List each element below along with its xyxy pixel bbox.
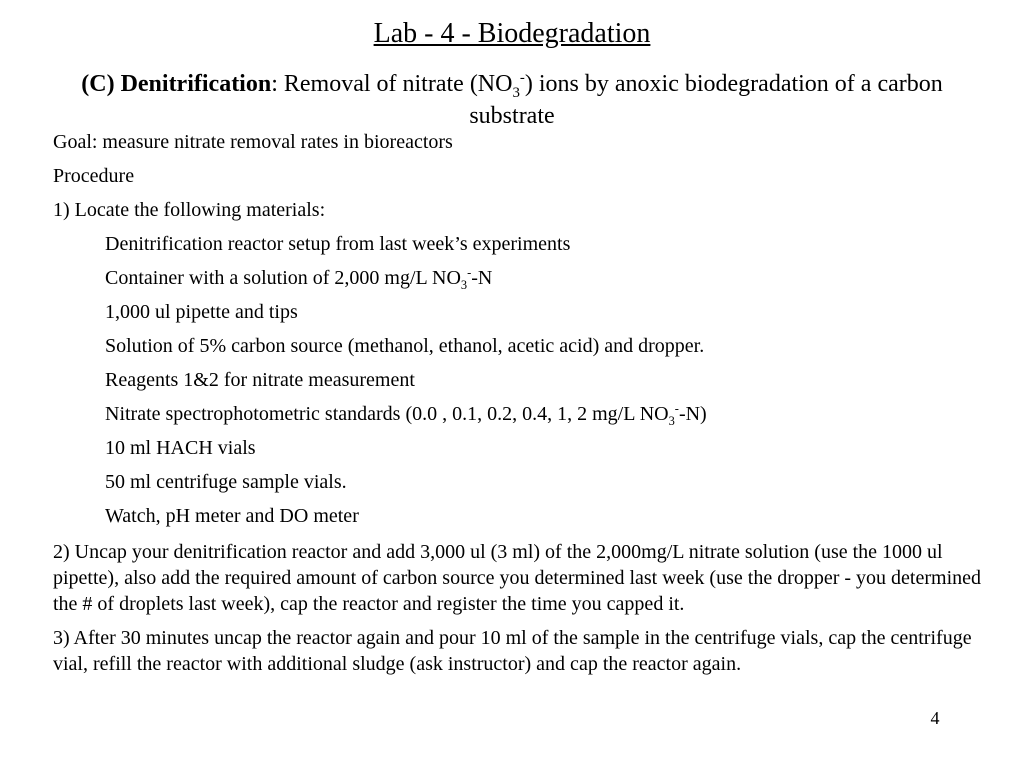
material-item: Reagents 1&2 for nitrate measurement (105, 369, 415, 391)
material-item (53, 267, 993, 290)
material-item: 1,000 ul pipette and tips (105, 301, 298, 323)
goal-text: Goal: measure nitrate removal rates in bioreactors (53, 131, 453, 153)
material-text: Nitrate spectrophotometric standards (0.0 , 0.1, 0.2, 0.4, 1, 2 mg/L NO (105, 403, 669, 425)
subtitle-subscript: 3 (512, 84, 520, 101)
material-item: Watch, pH meter and DO meter (105, 505, 359, 527)
material-text-end: -N (471, 267, 493, 289)
subtitle-label: (C) Denitrification (81, 71, 272, 97)
material-subscript: 3 (668, 414, 675, 428)
procedure-heading: Procedure (53, 165, 135, 187)
subtitle-text-part2: ) ions by anoxic biodegradation of a carbon substrate (469, 71, 943, 129)
material-subscript: 3 (460, 278, 468, 292)
material-superscript: - (674, 401, 679, 416)
material-item: 10 ml HACH vials (105, 437, 256, 459)
subtitle-text-part1: : Removal of nitrate (NO (271, 71, 513, 97)
material-text-end: -N) (678, 403, 707, 425)
step-2: 2) Uncap your denitrification reactor and add 3,000 ul (3 ml) of the 2,000mg/L nitrate solution (use the 1000 ul pipette), also add the required amount of carbon source you determined last week (use the dropper - you determined the # of droplets last week), cap the reactor and register the time you capped it. (53, 541, 982, 615)
page-number: 4 (930, 708, 940, 728)
material-text: Container with a solution of 2,000 mg/L NO (105, 267, 461, 289)
material-item: Solution of 5% carbon source (methanol, ethanol, acetic acid) and dropper. (105, 335, 705, 357)
subtitle-superscript: - (519, 70, 525, 86)
material-item: Denitrification reactor setup from last week’s experiments (105, 233, 571, 255)
slide-subtitle (40, 68, 984, 132)
material-item: 50 ml centrifuge sample vials. (105, 471, 347, 493)
step-1: 1) Locate the following materials: (53, 199, 326, 221)
material-item (53, 403, 993, 426)
step-3: 3) After 30 minutes uncap the reactor again and pour 10 ml of the sample in the centrifuge vials, cap the centrifuge vial, refill the reactor with additional sludge (ask instructor) and cap the reactor again. (53, 627, 972, 675)
slide-title: Lab - 4 - Biodegradation (373, 18, 651, 49)
slide-body (53, 131, 993, 685)
material-superscript: - (467, 265, 472, 280)
